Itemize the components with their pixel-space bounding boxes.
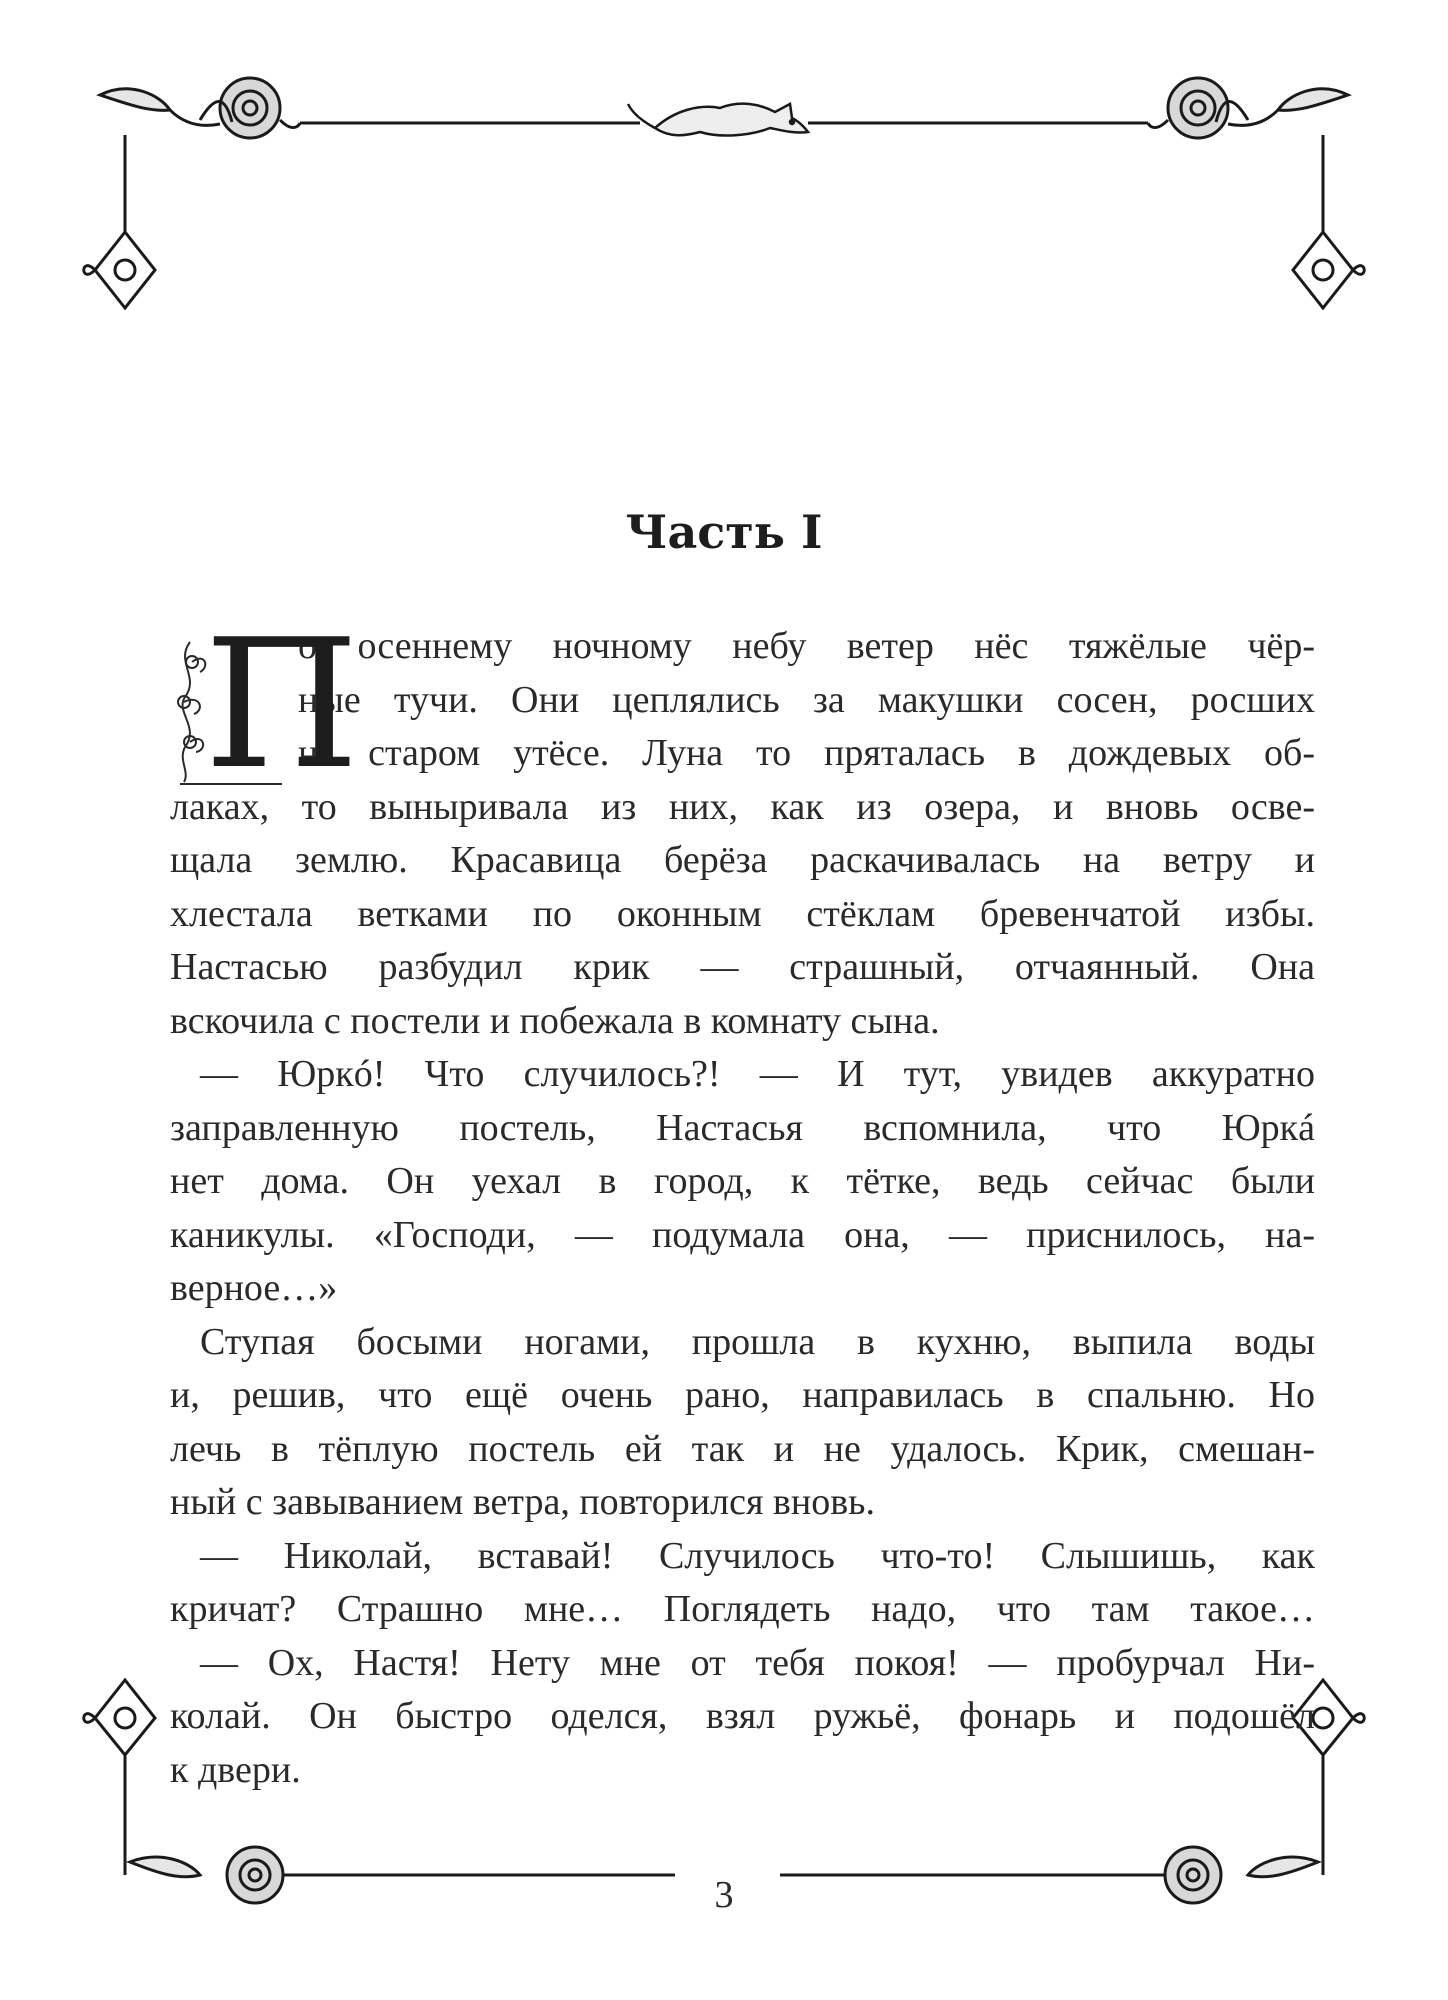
text-line: верное…»	[170, 1267, 338, 1309]
text-line: ные тучи. Они цеплялись за макушки сосен, росших	[298, 678, 1315, 721]
text-line: вскочила с постели и побежала в комнату сына.	[170, 999, 940, 1042]
text-line: Ступая босыми ногами, прошла в кухню, выпила воды	[200, 1320, 1315, 1363]
body-text	[170, 601, 1315, 1797]
text-line: колай. Он быстро оделся, взял ружьё, фонарь и подошёл	[170, 1695, 1315, 1737]
text-line: кричат? Страшно мне… Поглядеть надо, что там такое…	[170, 1588, 1315, 1630]
text-line: хлестала ветками по оконным стёклам бревенчатой избы.	[170, 892, 1315, 935]
text-line: ный с завыванием ветра, повторился вновь.	[170, 1481, 875, 1523]
text-line: каникулы. «Господи, — подумала она, — приснилось, на-	[170, 1213, 1315, 1256]
text-line: лаках, то выныривала из них, как из озера, и вновь осве-	[170, 785, 1315, 828]
chapter-title: Часть I	[625, 505, 823, 559]
corner-ornament-top-left	[100, 78, 300, 138]
side-knot-left-bottom	[84, 1680, 155, 1755]
side-knot-left-top	[84, 232, 155, 308]
text-line: — Юркó! Что случилось?! — И тут, увидев аккуратно	[200, 1053, 1315, 1095]
page-number: 3	[714, 1874, 734, 1916]
drop-cap	[170, 601, 360, 808]
text-line: и, решив, что ещё очень рано, направилась в спальню. Но	[170, 1374, 1315, 1416]
text-line: к двери.	[170, 1748, 301, 1791]
text-line: — Николай, вставай! Случилось что-то! Слышишь, как	[200, 1534, 1315, 1577]
side-knot-right-top	[1293, 232, 1364, 308]
text-line: о осеннему ночному небу ветер нёс тяжёлые чёр-	[298, 625, 1315, 667]
text-line: заправленную постель, Настасья вспомнила, что Юркá	[170, 1106, 1315, 1149]
fox-vignette-icon	[628, 104, 808, 136]
text-line: нет дома. Он уехал в город, к тётке, ведь сейчас были	[170, 1160, 1315, 1202]
text-line: лечь в тёплую постель ей так и не удалось. Крик, смешан-	[170, 1427, 1315, 1470]
text-line: — Ох, Настя! Нету мне от тебя покоя! — пробурчал Ни-	[200, 1641, 1315, 1684]
corner-ornament-top-right	[1148, 78, 1348, 138]
text-line: на старом утёсе. Луна то пряталась в дождевых об-	[298, 732, 1315, 774]
text-line: щала землю. Красавица берёза раскачивалась на ветру и	[170, 839, 1315, 881]
text-line: Настасью разбудил крик — страшный, отчаянный. Она	[170, 946, 1315, 988]
drop-cap-letter: П	[204, 601, 360, 808]
